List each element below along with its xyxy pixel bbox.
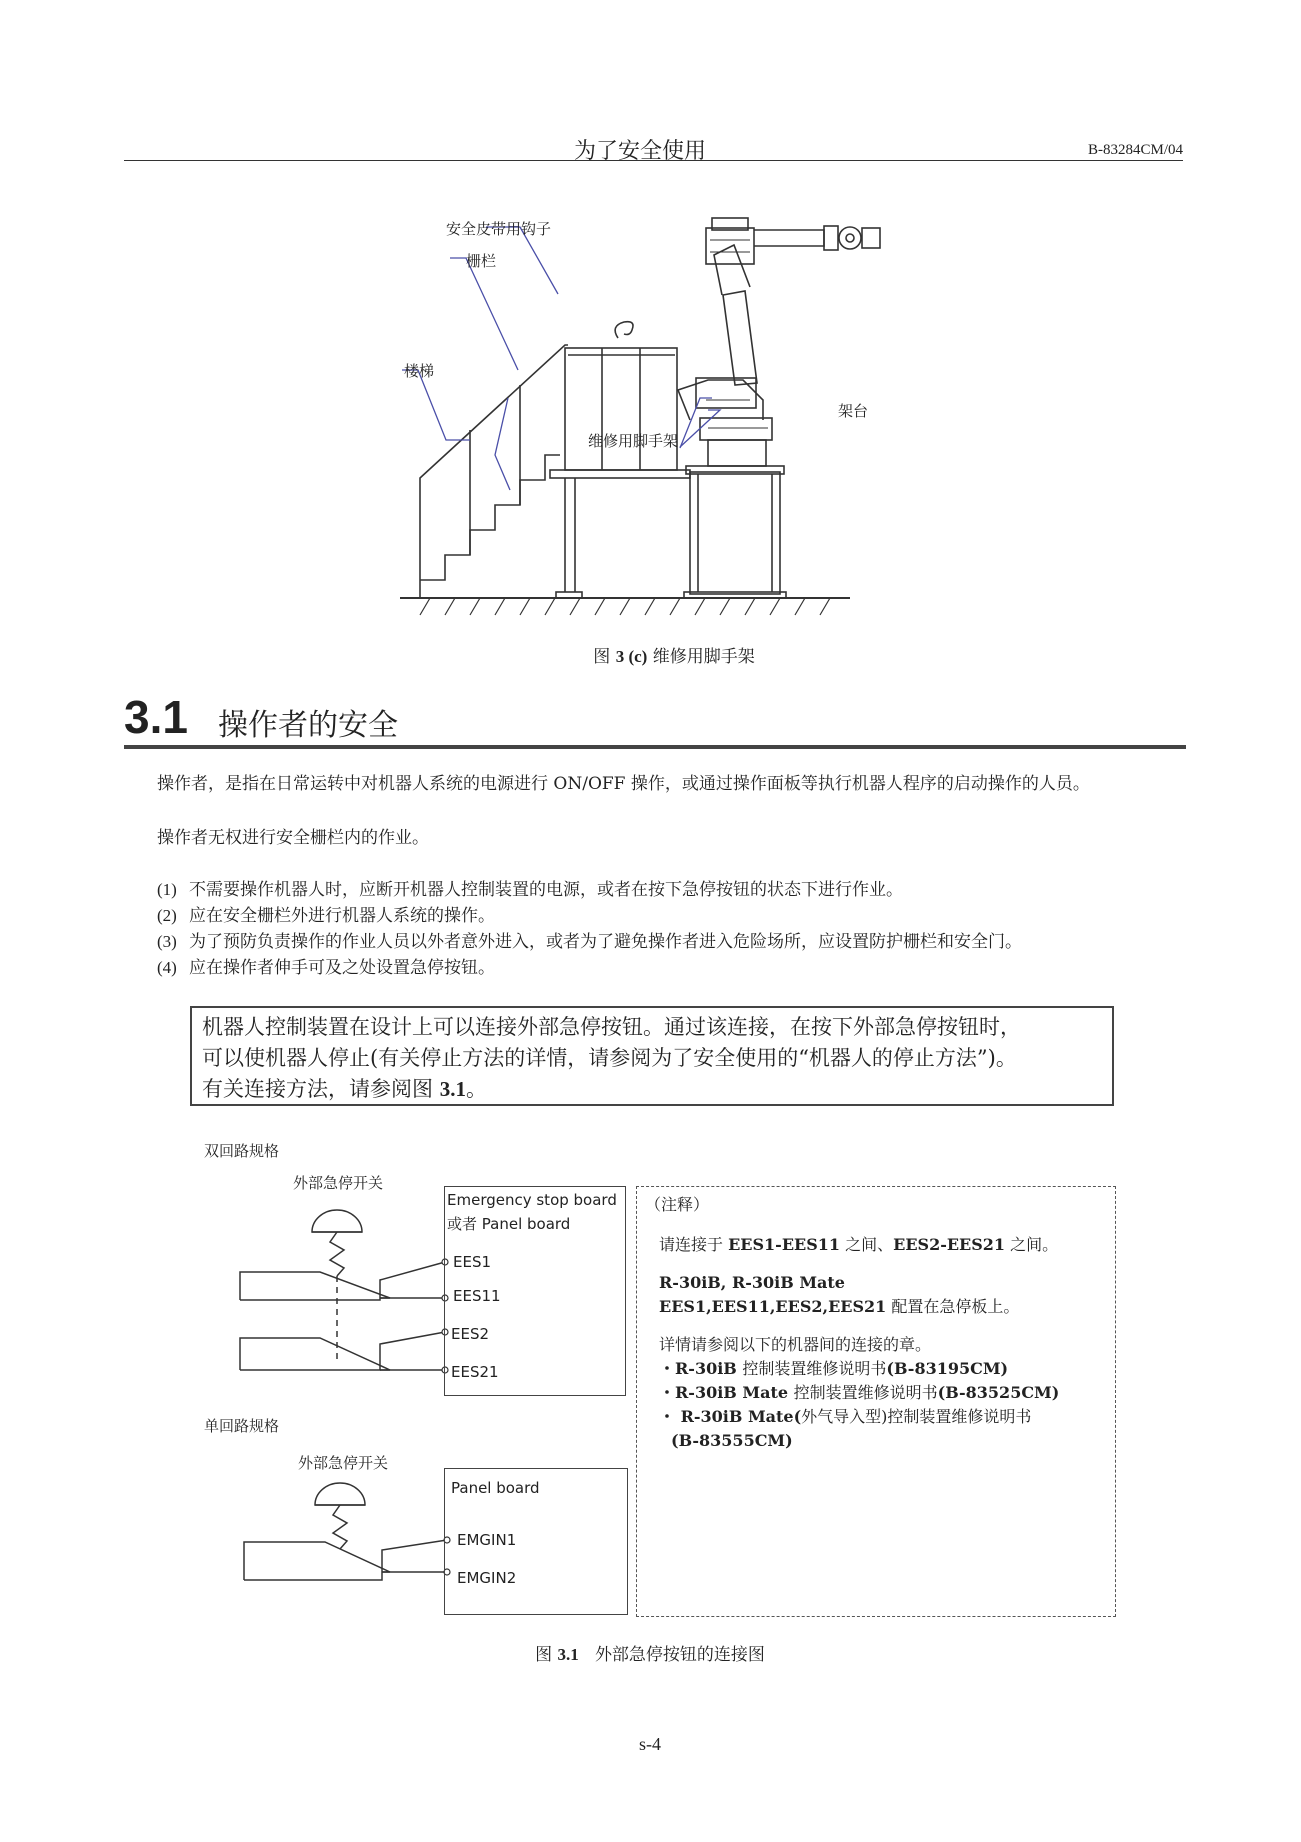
single-circuit-label: 单回路规格 xyxy=(204,1417,280,1435)
caption-number: 3 (c) xyxy=(615,647,648,666)
notice-box xyxy=(190,1006,1114,1106)
emergency-stop-board xyxy=(444,1186,626,1396)
section-title: 操作者的安全 xyxy=(218,708,398,743)
panel-board-title: Panel board xyxy=(451,1479,540,1497)
caption-number: 3.1 xyxy=(557,1645,579,1664)
notes-heading: （注释） xyxy=(645,1195,710,1214)
label-scaffold: 维修用脚手架 xyxy=(588,432,679,450)
figure-3-1-caption xyxy=(450,1640,850,1665)
terminal-ees11: EES11 xyxy=(453,1287,501,1305)
page-number: s-4 xyxy=(639,1734,661,1754)
figure-3c-caption xyxy=(474,642,874,667)
terminal-emgin1: EMGIN1 xyxy=(457,1531,517,1549)
terminal-ees2: EES2 xyxy=(451,1325,490,1343)
label-stand: 架台 xyxy=(838,402,869,420)
diagram-notes xyxy=(636,1186,1116,1617)
notes-line-4: 详情请参阅以下的机器间的连接的章。 xyxy=(659,1335,932,1354)
list-item: (4) 应在操作者伸手可及之处设置急停按钮。 xyxy=(157,958,495,978)
label-ladder: 楼梯 xyxy=(404,362,435,380)
intro-paragraph-1: 操作者，是指在日常运转中对机器人系统的电源进行 ON/OFF 操作，或通过操作面板等执行机器人程序的启动操作的人员。 xyxy=(157,774,1090,794)
intro-paragraph-2: 操作者无权进行安全栅栏内的作业。 xyxy=(157,828,429,848)
switch-label-single: 外部急停开关 xyxy=(298,1454,389,1472)
notice-line-1: 机器人控制装置在设计上可以连接外部急停按钮。通过该连接，在按下外部急停按钮时， xyxy=(202,1015,1021,1039)
notes-line-1: 请连接于 EES1-EES11 之间、EES2-EES21 之间。 xyxy=(659,1235,1059,1254)
caption-text: 维修用脚手架 xyxy=(652,647,755,667)
header-title: 为了安全使用 xyxy=(573,139,706,164)
terminal-ees1: EES1 xyxy=(453,1253,492,1271)
switch-label-dual: 外部急停开关 xyxy=(293,1174,384,1192)
rules-list xyxy=(157,877,1187,981)
section-number: 3.1 xyxy=(124,691,188,743)
notes-bullet-3: ・ R-30iB Mate(外气导入型)控制装置维修说明书 (B-83555CM) xyxy=(659,1407,1032,1450)
caption-prefix: 图 xyxy=(535,1645,553,1665)
dual-circuit-label: 双回路规格 xyxy=(204,1142,280,1160)
notes-bullet-2: ・R-30iB Mate 控制装置维修说明书(B-83525CM) xyxy=(659,1383,1060,1402)
board-title-2: 或者 Panel board xyxy=(447,1215,571,1233)
doc-code: B-83284CM/04 xyxy=(1087,142,1183,158)
label-fence: 栅栏 xyxy=(466,252,497,270)
notes-line-2: R-30iB, R-30iB Mate xyxy=(659,1273,845,1292)
list-item: (2) 应在安全栅栏外进行机器人系统的操作。 xyxy=(157,906,495,926)
notice-line-2: 可以使机器人停止(有关停止方法的详情，请参阅为了安全使用的“机器人的停止方法”)。 xyxy=(202,1046,1017,1070)
notes-bullet-1: ・R-30iB 控制装置维修说明书(B-83195CM) xyxy=(659,1359,1009,1378)
label-hook: 安全皮带用钩子 xyxy=(446,220,552,238)
caption-prefix: 图 xyxy=(593,647,611,667)
list-item: (3) 为了预防负责操作的作业人员以外者意外进入，或者为了避免操作者进入危险场所，应设置防护栅栏和安全门。 xyxy=(157,932,1022,952)
terminal-emgin2: EMGIN2 xyxy=(457,1569,517,1587)
panel-board xyxy=(444,1468,628,1615)
section-rule xyxy=(124,745,1186,749)
terminal-ees21: EES21 xyxy=(451,1363,499,1381)
caption-text: 外部急停按钮的连接图 xyxy=(594,1645,765,1665)
board-title-1: Emergency stop board xyxy=(447,1191,617,1209)
notice-line-3: 有关连接方法，请参阅图 3.1。 xyxy=(202,1077,487,1101)
header-rule xyxy=(124,160,1183,161)
list-item: (1) 不需要操作机器人时，应断开机器人控制装置的电源，或者在按下急停按钮的状态下进行作业。 xyxy=(157,880,903,900)
notes-line-3: EES1,EES11,EES2,EES21 配置在急停板上。 xyxy=(659,1297,1020,1316)
